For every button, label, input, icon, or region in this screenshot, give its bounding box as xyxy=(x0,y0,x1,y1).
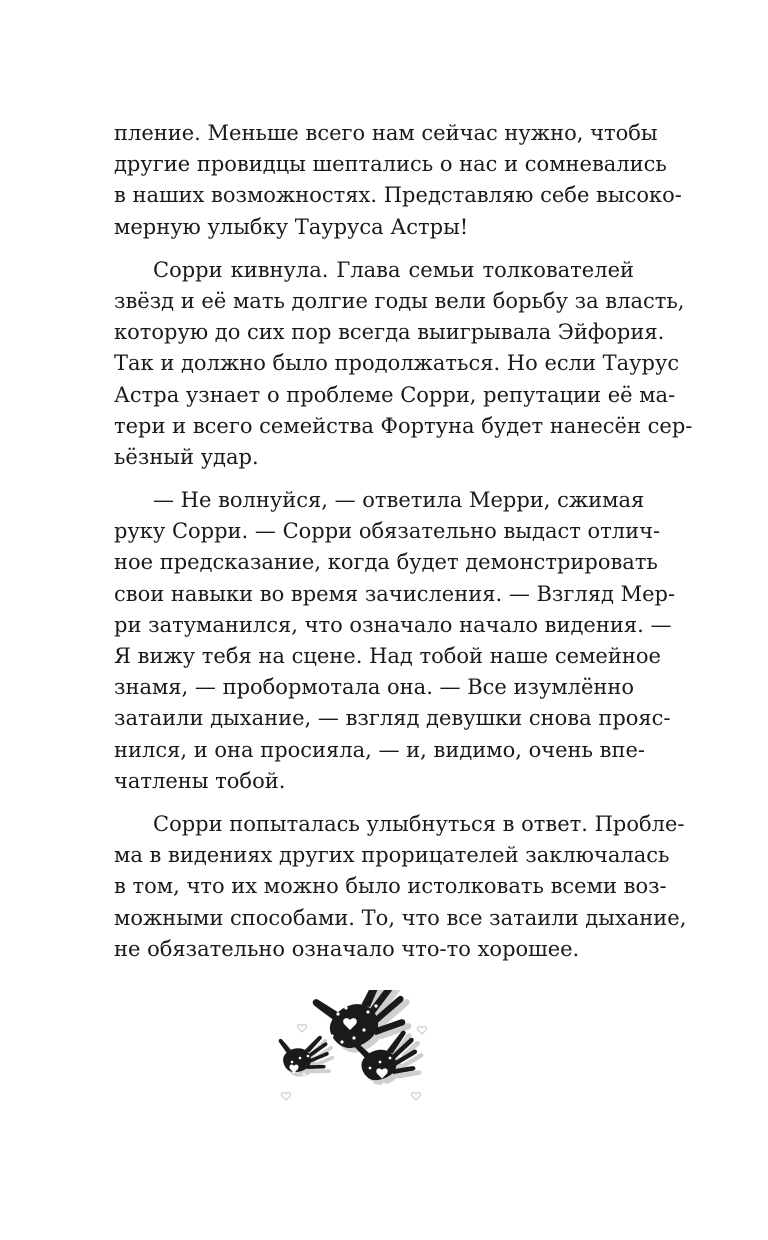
paragraph xyxy=(114,809,687,965)
text-line: свои навыки во время зачисления. — Взгляд Мер- xyxy=(114,581,676,606)
text-line: — Не волнуйся, — ответила Мерри, сжимая xyxy=(153,488,645,513)
text-line: ьёзный удар. xyxy=(114,444,259,469)
text-line: Так и должно было продолжаться. Но если Таурус xyxy=(114,351,680,376)
paragraph xyxy=(114,118,682,243)
text-line: в наших возможностях. Представляю себе высоко- xyxy=(114,183,682,208)
paragraph xyxy=(114,485,676,797)
paragraph-gap xyxy=(114,473,634,485)
ornament-svg xyxy=(272,990,442,1116)
text-line: Сорри кивнула. Глава семьи толкователей xyxy=(153,257,634,282)
text-line: звёзд и её мать долгие годы вели борьбу за власть, xyxy=(114,288,685,313)
text-line: можными способами. То, что все затаили дыхание, xyxy=(114,905,687,930)
text-line: Астра узнает о проблеме Сорри, репутации её ма- xyxy=(114,382,676,407)
text-line: другие провидцы шептались о нас и сомневались xyxy=(114,152,667,177)
text-line: которую до сих пор всегда выигрывала Эйфория. xyxy=(114,320,665,345)
text-line: ное предсказание, когда будет демонстрировать xyxy=(114,550,658,575)
text-line: затаили дыхание, — взгляд девушки снова прояс- xyxy=(114,706,671,731)
text-line: Сорри попыталась улыбнуться в ответ. Пробле- xyxy=(153,811,685,836)
paragraph xyxy=(114,255,693,473)
paragraph-gap xyxy=(114,797,634,809)
text-line: ма в видениях других прорицателей заключалась xyxy=(114,843,670,868)
text-line: не обязательно означало что-то хорошее. xyxy=(114,936,580,961)
paragraph-gap xyxy=(114,243,634,255)
text-line: ри затуманился, что означало начало видения. — xyxy=(114,612,672,637)
text-line: руку Сорри. — Сорри обязательно выдаст отлич- xyxy=(114,519,661,544)
text-line: чатлены тобой. xyxy=(114,768,286,793)
text-line: тери и всего семейства Фортуна будет нанесён сер- xyxy=(114,413,693,438)
hands-with-hearts-ornament-icon xyxy=(272,990,442,1116)
text-line: пление. Меньше всего нам сейчас нужно, чтобы xyxy=(114,121,658,145)
text-line: нился, и она просияла, — и, видимо, очень впе- xyxy=(114,737,645,762)
text-line: в том, что их можно было истолковать всеми воз- xyxy=(114,874,667,899)
text-line: мерную улыбку Тауруса Астры! xyxy=(114,214,469,239)
body-text xyxy=(114,118,693,965)
text-line: знамя, — пробормотала она. — Все изумлённо xyxy=(114,675,635,700)
text-line: Я вижу тебя на сцене. Над тобой наше семейное xyxy=(114,644,661,668)
